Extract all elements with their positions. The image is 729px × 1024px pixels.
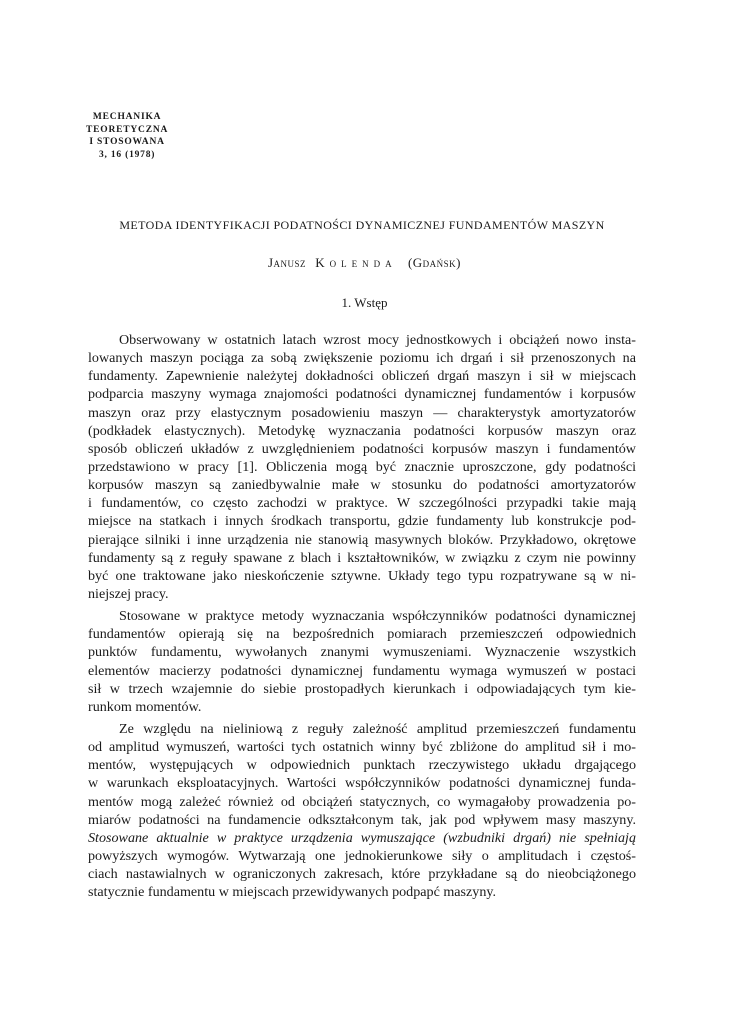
text-line: punktów fundamentu, wywołanych znanymi wymuszeniami. Wyznaczenie wszystkich	[88, 644, 636, 661]
text-line: sił w trzech wzajemnie do siebie prostopadłych kierunkach i odpowiadających tym kie-	[88, 680, 636, 697]
text-line: być one traktowane jako nieskończenie sztywne. Układy tego typu rozpatrywane są w ni-	[88, 567, 636, 584]
text-line: Obserwowany w ostatnich latach wzrost mocy jednostkowych i obciążeń nowo insta-	[119, 332, 636, 348]
author-line	[0, 255, 729, 271]
text-line: i fundamentów, co często zachodzi w praktyce. W szczególności przypadki takie mają	[88, 495, 636, 512]
text-line: runkom momentów.	[88, 698, 202, 715]
text-line: od amplitud wymuszeń, wartości tych ostatnich winny być zbliżone do amplitud sił i mo-	[88, 739, 636, 756]
paragraph-1	[88, 331, 636, 603]
author-surname: Kolenda	[315, 255, 397, 270]
text-line: (podkładek elastycznych). Metodykę wyznaczania podatności korpusów maszyn oraz	[88, 422, 636, 439]
author-affiliation: (Gdańsk)	[407, 255, 461, 270]
body-text	[88, 331, 636, 901]
text-line: korpusów maszyn są zaniedbywalnie małe w stosunku do podatności amortyzatorów	[88, 477, 636, 494]
text-line: miejsce na statkach i innych środkach transportu, gdzie fundamenty lub konstrukcje pod-	[88, 513, 636, 530]
text-line: niejszej pracy.	[88, 585, 169, 602]
text-line: mentów, występujących w odpowiednich punktach rzeczywistego układu drgającego	[88, 757, 636, 774]
journal-name-line-3: I STOSOWANA	[89, 137, 165, 147]
journal-name-line-1: MECHANIKA	[92, 112, 162, 122]
author-first-name: Janusz	[267, 255, 307, 270]
text-line: podparcia maszyny wymaga znajomości podatności dynamicznej fundamentów i korpusów	[88, 386, 636, 403]
paragraph-2	[88, 607, 636, 716]
journal-volume: 3, 16 (1978)	[98, 149, 156, 160]
text-line: elementów macierzy podatności dynamicznej fundamentu wymaga wymuszeń w postaci	[88, 662, 636, 679]
text-line: Ze względu na nieliniową z reguły zależność amplitud przemieszczeń fundamentu	[119, 720, 636, 737]
text-line: miarów podatności na fundamencie odkształconym tak, jak pod wpływem masy maszyny.	[88, 811, 636, 828]
text-line: powyższych wymogów. Wytwarzają one jednokierunkowe siły o amplitudach i częstoś-	[88, 847, 636, 864]
text-line: pierające silniki i inne urządzenia nie stanowią masywnych bloków. Przykładowo, okrętowe	[88, 531, 636, 548]
text-line: przedstawiono w pracy [1]. Obliczenia mogą być znacznie uproszczone, gdy podatności	[88, 458, 636, 475]
italic-text-line: Stosowane aktualnie w praktyce urządzenia wymuszające (wzbudniki drgań) nie spełniają	[88, 829, 636, 846]
article-title: METODA IDENTYFIKACJI PODATNOŚCI DYNAMICZNEJ FUNDAMENTÓW MASZYN	[119, 218, 605, 232]
text-line: w warunkach eksploatacyjnych. Wartości współczynników podatności dynamicznej funda-	[88, 775, 636, 792]
text-line: mentów mogą zależeć również od obciążeń statycznych, co wymagałoby prowadzenia po-	[88, 793, 636, 810]
text-line: Stosowane w praktyce metody wyznaczania współczynników podatności dynamicznej	[119, 608, 636, 625]
paragraph-3	[88, 720, 636, 901]
text-line: lowanych maszyn pociąga za sobą zwiększenie poziomu ich drgań i sił przenoszonych na	[88, 350, 636, 367]
text-line: fundamenty. Zapewnienie należytej dokładności obliczeń drgań maszyn i sił w miejscach	[88, 368, 636, 385]
text-line: maszyn oraz przy elastycznym posadowieniu maszyn — charakterystyk amortyzatorów	[88, 404, 636, 421]
text-line: fundamenty są z reguły spawane z blach i kształtowników, w związku z czym nie powinny	[88, 549, 636, 566]
text-line: fundamentów opierają się na bezpośrednich pomiarach przemieszczeń odpowiednich	[88, 626, 636, 643]
journal-name-line-2: TEORETYCZNA	[86, 124, 169, 135]
journal-header	[86, 111, 168, 161]
text-line: statycznie fundamentu w miejscach przewidywanych podpарć maszyny.	[88, 884, 497, 901]
text-line: sposób obliczeń układów z uwzględnieniem podatności korpusów maszyn i fundamentów	[88, 440, 636, 457]
text-line: ciach nastawialnych w ograniczonych zakresach, które przykładane są do nieobciążonego	[88, 866, 636, 883]
section-heading: 1. Wstęp	[341, 295, 388, 310]
